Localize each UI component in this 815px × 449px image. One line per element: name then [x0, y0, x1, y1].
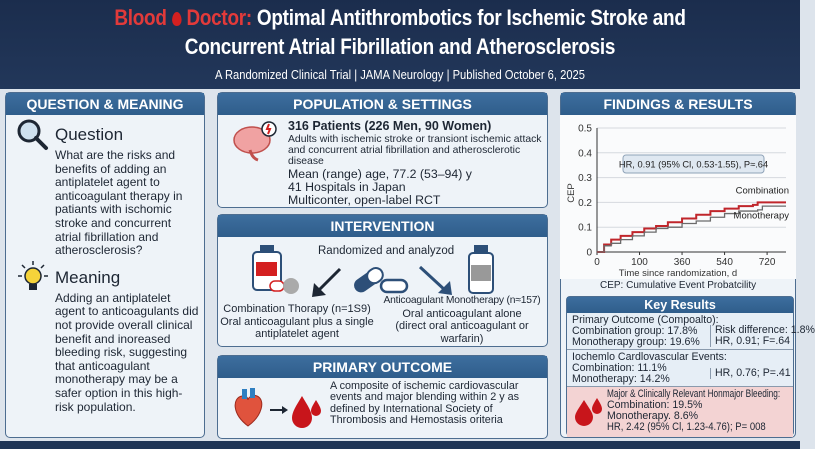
arrow-down-right-icon: [416, 263, 456, 298]
y-tick-label: 0.5: [578, 123, 592, 135]
panel-title: FINDINGS & RESULTS: [561, 93, 795, 115]
primary-risk-difference: Risk difference: 1.8%: [710, 325, 815, 336]
magnifier-icon: [16, 118, 50, 152]
x-tick-label: 540: [716, 257, 733, 268]
hr-annotation: HR, 0.91 (95% Cl, 0.53-1.55), P≈.64: [618, 159, 769, 170]
primary-hr: HR, 0.91; F=.64: [710, 336, 790, 347]
x-tick-label: 0: [594, 257, 600, 268]
population-body: [288, 119, 546, 207]
panel-title: QUESTION & MEANING: [6, 93, 204, 115]
meaning-text: Adding an antiplatelet agent to anticoagulants did not provide overall clinical benefit and inoreased bleeding risk, suggesting that anticoagulant monotherapy may be a safer option in this high-risk population.: [55, 290, 199, 414]
cumulative-event-chart: [560, 115, 796, 279]
arrow-down-left-icon: [308, 265, 348, 300]
meaning-header: [16, 266, 200, 290]
y-tick-label: 0: [586, 247, 592, 259]
monotherapy-bottle-icon: [466, 245, 496, 295]
primary-outcome-panel: [217, 355, 548, 439]
combination-desc: Oral anticoagulant plus a single antiplatelet agent: [220, 315, 374, 340]
x-axis-label: Time since randomization, d: [618, 268, 738, 279]
header: [0, 0, 800, 89]
bleeding-monotherapy: Monotherapy. 8.6%: [607, 410, 699, 422]
y-tick-label: 0.1: [578, 222, 592, 234]
ischemic-monotherapy: Monotherapy: 14.2%: [572, 373, 670, 385]
panel-title: POPULATION & SETTINGS: [218, 93, 547, 115]
brand-blood: Blood: [114, 5, 167, 30]
bleeding-heading: Major & Clinically Relevant Honmajor Bleeding:: [607, 388, 781, 400]
combination-pill-bottle-icon: [248, 245, 303, 300]
subtitle: A Randomized Clinical Trial | JAMA Neurology | Published October 6, 2025: [215, 67, 585, 82]
ischemic-combination: Combination: 11.1%: [572, 362, 667, 374]
y-tick-label: 0.3: [578, 173, 592, 185]
title-line-1: [56, 5, 744, 31]
panel-title: PRIMARY OUTCOME: [218, 356, 547, 378]
meaning-heading: Meaning: [55, 267, 121, 287]
intervention-panel: [217, 214, 548, 347]
primary-combination: Combination group: 17.8%: [572, 325, 698, 337]
title-text-1: Optimal Antithrombotics for Ischemic Stroke and: [256, 5, 686, 30]
hospitals: 41 Hospitals in Japan: [288, 180, 406, 194]
series-label-combination: Combination: [735, 185, 789, 197]
y-tick-label: 0.2: [578, 197, 592, 209]
key-results-title: Key Results: [567, 297, 793, 313]
primary-outcome-text: A composite of ischemic cardiovascular events and major blending within 2 y as defined by International Society of Thrombosis and Hemostasis oriteria: [330, 380, 520, 427]
primary-outcome-row: [567, 313, 815, 350]
monotherapy-arm: [376, 295, 548, 345]
bleeding-row: [567, 387, 793, 437]
chart-footnote: CEP: Cumulative Event Probatcility: [600, 280, 757, 291]
patients-count: 316 Patients (226 Men, 90 Women): [288, 119, 492, 133]
capsules-icon: [351, 263, 411, 298]
blood-drops-icon: [572, 396, 606, 426]
y-axis-label: CEP: [566, 183, 577, 203]
combination-arm: [218, 303, 376, 341]
question-meaning-panel: [5, 92, 205, 438]
age: Mean (range) age, 77.2 (53–94) y: [288, 167, 472, 181]
question-heading: Question: [55, 125, 124, 144]
population-panel: [217, 92, 548, 208]
brain-icon: [232, 120, 280, 164]
blood-drop-icon: [172, 12, 181, 26]
x-tick-label: 720: [758, 257, 776, 268]
randomized-label: Randomized and analyzod: [318, 245, 455, 257]
ischemic-row: [567, 350, 793, 387]
y-tick-label: 0.4: [578, 148, 592, 160]
primary-monotherapy: Monotherapy group: 19.6%: [572, 336, 700, 348]
footer-bar: [0, 441, 800, 449]
lightbulb-icon: [16, 261, 50, 295]
monotherapy-desc: Oral anticoagulant alone (direct oral anticoagulant or warfarin): [395, 307, 529, 345]
ischemic-heading: Iochemlo Cardlovascular Events:: [572, 351, 727, 363]
primary-heading: Primary Outcome (Compoalto):: [572, 314, 719, 326]
bleeding-hr: HR, 2.42 (95% Cl, 1.23-4.76); P= 008: [607, 421, 766, 433]
question-header: [16, 123, 200, 147]
x-tick-label: 100: [631, 257, 648, 268]
question-text: What are the risks and benefits of adding an antiplatelet agent to anticoagulant therapy in patiants with ischomic stroke and concurrent atrial fibrillation and atherosclerosis?: [55, 148, 183, 258]
key-results-box: [566, 296, 815, 436]
ischemic-hr: HR, 0.76; P=.41: [710, 368, 791, 379]
question-meaning-body: [6, 115, 204, 414]
bleeding-combination: Combination: 19.5%: [607, 399, 703, 411]
heart-to-blood-icon: [230, 386, 330, 431]
population-description: Adults with ischemic stroke or transiont ischemic attack and concurrent atrial fibrillation and atherosclerotic disease: [288, 134, 542, 167]
combination-title: Combination Thorapy (n=1S9): [223, 303, 371, 315]
monotherapy-title: Anticoagulant Monotherapy (n≈157): [383, 295, 541, 306]
design: Multiconter, open-label RCT: [288, 193, 441, 207]
brand-doctor: Doctor:: [186, 5, 252, 30]
x-tick-label: 360: [673, 257, 691, 268]
series-label-monotherapy: Monotherapy: [733, 210, 789, 222]
panel-title: INTERVENTION: [218, 215, 547, 237]
title-line-2: Concurrent Atrial Fibrillation and Atherosclerosis: [184, 34, 616, 59]
chart-background: [560, 115, 796, 279]
